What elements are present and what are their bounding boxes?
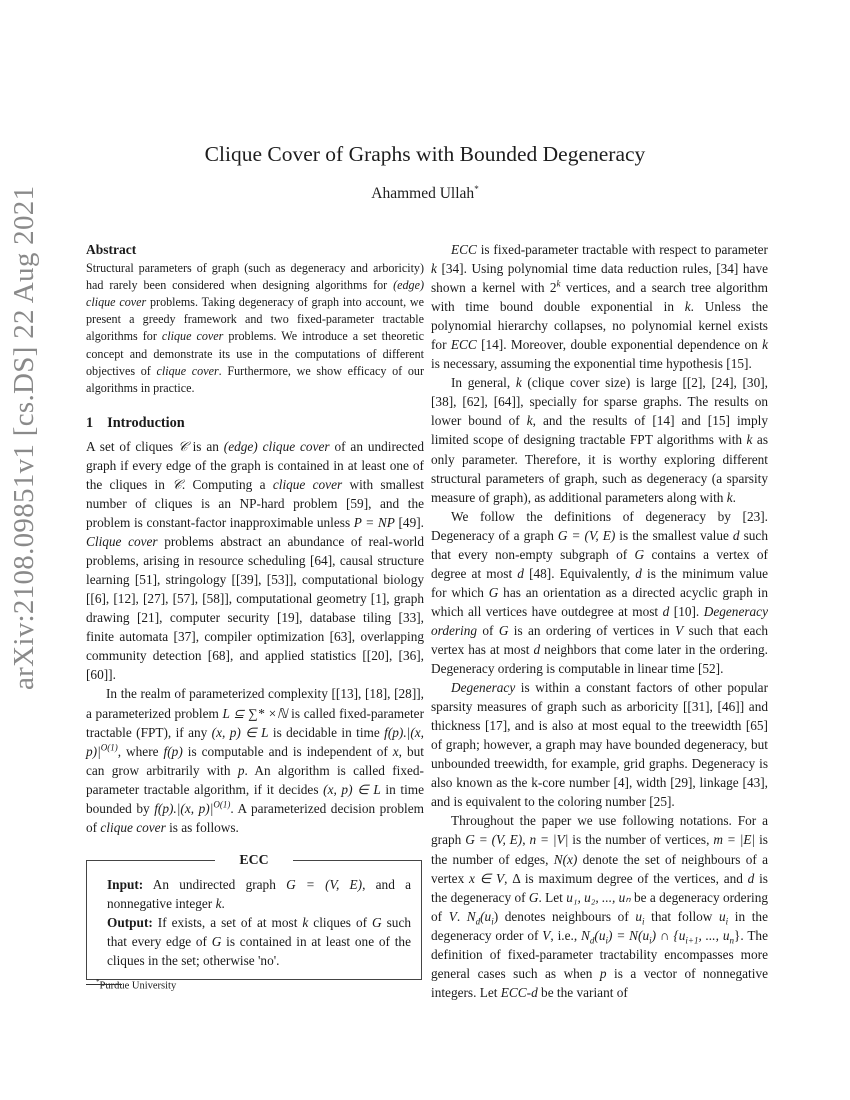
ecc-problem-box xyxy=(86,851,422,980)
intro-paragraph-1: A set of cliques 𝒞 is an (edge) clique cover of an undirected graph if every edge of the graph is contained in at least one of the cliques in 𝒞. Computing a clique cover with smallest number of cliques is an NP-hard problem [59], and the problem is constant-factor inapproximable unless P = NP [49]. Clique cover problems abstract an abundance of real-world problems, arising in resource scheduling [64], causal structure learning [51], stringology [[39], [53]], computational biology [[6], [12], [27], [57], [58]], computational geometry [1], graph drawing [21], computer security [19], database tiling [33], finite automata [37], compiler optimization [63], overlapping community detection [68], and applied statistics [[20], [36], [60]]. xyxy=(86,438,424,683)
left-column xyxy=(86,240,424,980)
paper-title: Clique Cover of Graphs with Bounded Degeneracy xyxy=(204,142,646,166)
ecc-input-label: Input: xyxy=(107,876,144,892)
intro-paragraph-2: In the realm of parameterized complexity [[13], [18], [28]], a parameterized problem L ⊆ ∑* ×ℕ is called fixed-parameter tractable (FPT), if any (x, p) ∈ L is decidable in time f(p).|(x, $p)|^{O(1)}$, where f(p) is computable and is independent of x, but can grow arbitrarily with p. An algorithm is called fixed-parameter tractable algorithm, if it decides (x, p) ∈ L in time bounded by f(p).|(x, $p)|^{O(1)}$. A parameterized decision problem of clique cover is as follows. xyxy=(86,686,425,835)
footnote-mark: * xyxy=(96,978,100,986)
ecc-box-title: ECC xyxy=(87,850,421,869)
section-title: Introduction xyxy=(107,414,185,431)
right-paragraph-1: ECC is fixed-parameter tractable with respect to parameter k [34]. Using polynomial time data reduction rules, [34] have shown a kernel with 2$^k$ vertices, and a search tree algorithm with time bound double exponential in k. Unless the polynomial hierarchy collapses, no polynomial kernel exists for ECC [14]. Moreover, double exponential dependence on k is necessary, assuming the exponential time hypothesis [15]. xyxy=(431,242,768,372)
paper-author xyxy=(0,184,850,203)
section-number: 1 xyxy=(86,414,94,431)
right-paragraph-4: Degeneracy is within a constant factors of other popular sparsity measures of graph such as arboricity [[31], [46]] and thickness [17], and is also at most equal to the treewidth [65] of graph; however, a graph may have bounded degeneracy, but unbounded treewidth, for example, grid graphs. Degeneracy is also known as the k-core number [4], width [29], linkage [43], and is equivalent to the coloring number [25]. xyxy=(431,680,768,810)
author-name: Ahammed Ullah xyxy=(371,185,475,203)
footnote-affiliation: Purdue University xyxy=(99,980,177,992)
footnote xyxy=(86,978,206,992)
ecc-input: Input: An undirected graph G = (V, E), and a nonnegative integer k. xyxy=(107,876,411,911)
footnote-rule xyxy=(86,984,122,985)
author-footnote-mark: * xyxy=(474,184,479,194)
right-paragraph-2: In general, k (clique cover size) is large [[2], [24], [30], [38], [62], [64]], specially for sparse graphs. The results on lower bound of k, and the results of [14] and [15] imply limited scope of designing tractable FPT algorithms with k as only parameter. Therefore, it is worthy exploring different structural parameters of graph, such as degeneracy (a sparsity measure of graph), as additional parameters along with k. xyxy=(431,375,768,505)
right-paragraph-5: Throughout the paper we use following notations. For a graph G = (V, E), n = |V| is the number of vertices, m = |E| is the number of edges, N(x) denote the set of neighbours of a vertex x ∈ V, Δ is maximum degree of the vertices, and d is the degeneracy of G. Let u₁, u₂, ..., uₙ be a degeneracy ordering of V. $N_d(u_i)$ denotes neighbours of $u_i$ that follow $u_i$ in the degeneracy order of V, i.e., $N_d(u_i) = N(u_i)$ ∩ {$u_{i+1}$, ..., $u_n$}. The definition of fixed-parameter tractability encompasses more general cases such as when p is a vector of nonnegative integers. Let ECC-d be the variant of xyxy=(431,813,769,1000)
abstract-heading: Abstract xyxy=(86,242,137,257)
section-heading-introduction xyxy=(86,414,424,433)
abstract-text: Structural parameters of graph (such as degeneracy and arboricity) had rarely been considered when designing algorithms for (edge) clique cover problems. Taking degeneracy of graph into account, we present a greedy framework and two fixed-parameter tractable algorithms for clique cover problems. We introduce a set theoretic concept and demonstrate its use in the computations of different objectives of clique cover. Furthermore, we show efficacy of our algorithms in practice. xyxy=(86,261,425,395)
ecc-output: Output: If exists, a set of at most k cliques of G such that every edge of G is contained in at least one of the cliques in the set; otherwise 'no'. xyxy=(107,914,412,969)
ecc-output-label: Output: xyxy=(107,914,153,930)
arxiv-identifier-label: arXiv:2108.09851v1 [cs.DS] 22 Aug 2021 xyxy=(8,185,40,690)
right-paragraph-3: We follow the definitions of degeneracy by [23]. Degeneracy of a graph G = (V, E) is the smallest value d such that every non-empty subgraph of G contains a vertex of degree at most d [48]. Equivalently, d is the minimum value for which G has an orientation as a directed acyclic graph in which all vertices have outdegree at most d [10]. Degeneracy ordering of G is an ordering of vertices in V such that each vertex has at most d neighbors that come later in the ordering. Degeneracy ordering is computable in linear time [52]. xyxy=(431,508,769,677)
right-column xyxy=(431,240,768,1002)
